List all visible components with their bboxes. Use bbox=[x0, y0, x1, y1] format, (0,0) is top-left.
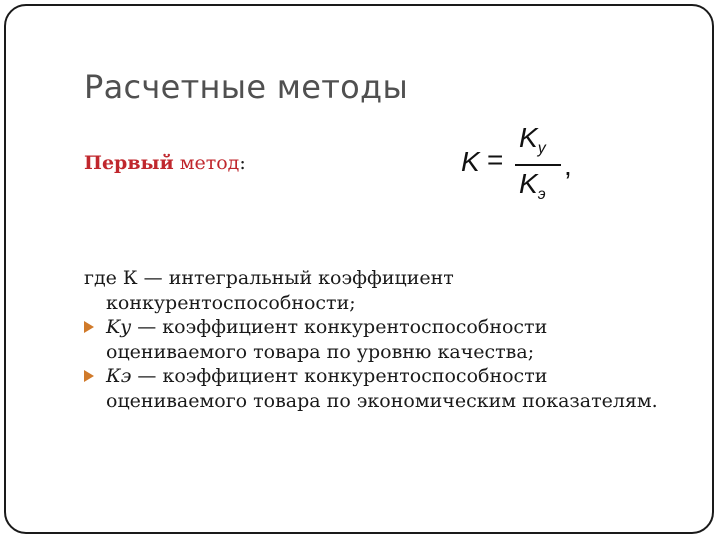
formula-numerator bbox=[519, 122, 546, 157]
bullet-symbol-ke: Кэ bbox=[106, 365, 132, 387]
formula-denominator-sub: э bbox=[537, 186, 546, 203]
formula bbox=[461, 124, 581, 208]
method-heading-rest: метод bbox=[173, 152, 240, 174]
method-heading-colon: : bbox=[239, 152, 246, 174]
bullet-text-ku: — коэффициент конкурентоспособности оцениваемого товара по уровню качества; bbox=[106, 316, 548, 363]
method-heading bbox=[84, 152, 246, 174]
formula-lhs: K bbox=[461, 146, 480, 177]
bullet-symbol-ku: Kу bbox=[106, 316, 132, 338]
definitions-block bbox=[84, 266, 684, 413]
fraction-bar bbox=[515, 164, 561, 166]
formula-denominator-main: K bbox=[519, 168, 538, 199]
slide-frame bbox=[4, 4, 714, 534]
formula-equals: = bbox=[487, 144, 504, 175]
formula-comma: , bbox=[564, 150, 572, 181]
triangle-bullet-icon bbox=[84, 321, 94, 333]
slide-title: Расчетные методы bbox=[84, 68, 409, 106]
bullet-item-ku bbox=[84, 315, 684, 364]
bullet-text-ke: — коэффициент конкурентоспособности оцениваемого товара по экономическим показателям. bbox=[106, 365, 658, 412]
formula-numerator-sub: у bbox=[537, 140, 546, 157]
triangle-bullet-icon bbox=[84, 370, 94, 382]
formula-denominator bbox=[519, 168, 546, 203]
definition-intro: где К — интегральный коэффициент конкурентоспособности; bbox=[84, 267, 454, 314]
bullet-item-ke bbox=[84, 364, 684, 413]
formula-numerator-main: K bbox=[519, 122, 538, 153]
method-heading-bold: Первый bbox=[84, 152, 174, 174]
